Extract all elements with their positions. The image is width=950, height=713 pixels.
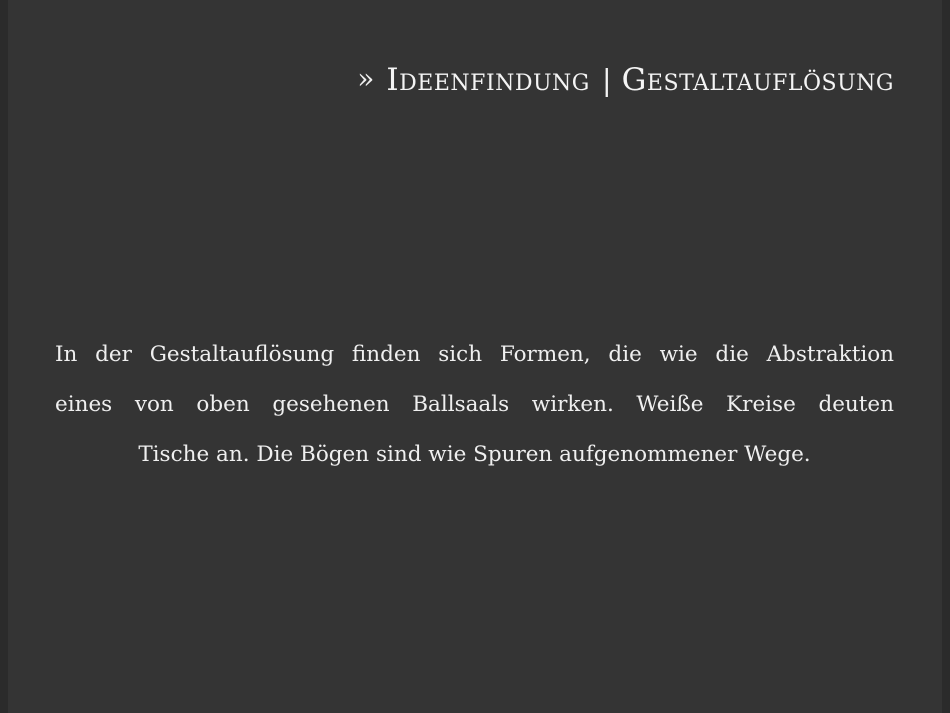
body-line: Tische an. Die Bögen sind wie Spuren aufgenommener Wege. [138, 442, 811, 467]
title-part-two: Gestaltauflösung [621, 62, 894, 98]
body-paragraph [55, 330, 894, 480]
right-edge-band [942, 0, 950, 713]
title-part-one: Ideenfindung [386, 62, 590, 98]
double-chevron-icon: » [357, 62, 375, 95]
title-separator: | [601, 63, 612, 97]
body-line: In der Gestaltauflösung finden sich Formen, die wie die Abstraktion [55, 342, 894, 367]
body-line: eines von oben gesehenen Ballsaals wirken. Weiße Kreise deuten [55, 392, 894, 417]
left-edge-band [0, 0, 8, 713]
slide-title [56, 62, 894, 98]
body-text [55, 330, 894, 480]
